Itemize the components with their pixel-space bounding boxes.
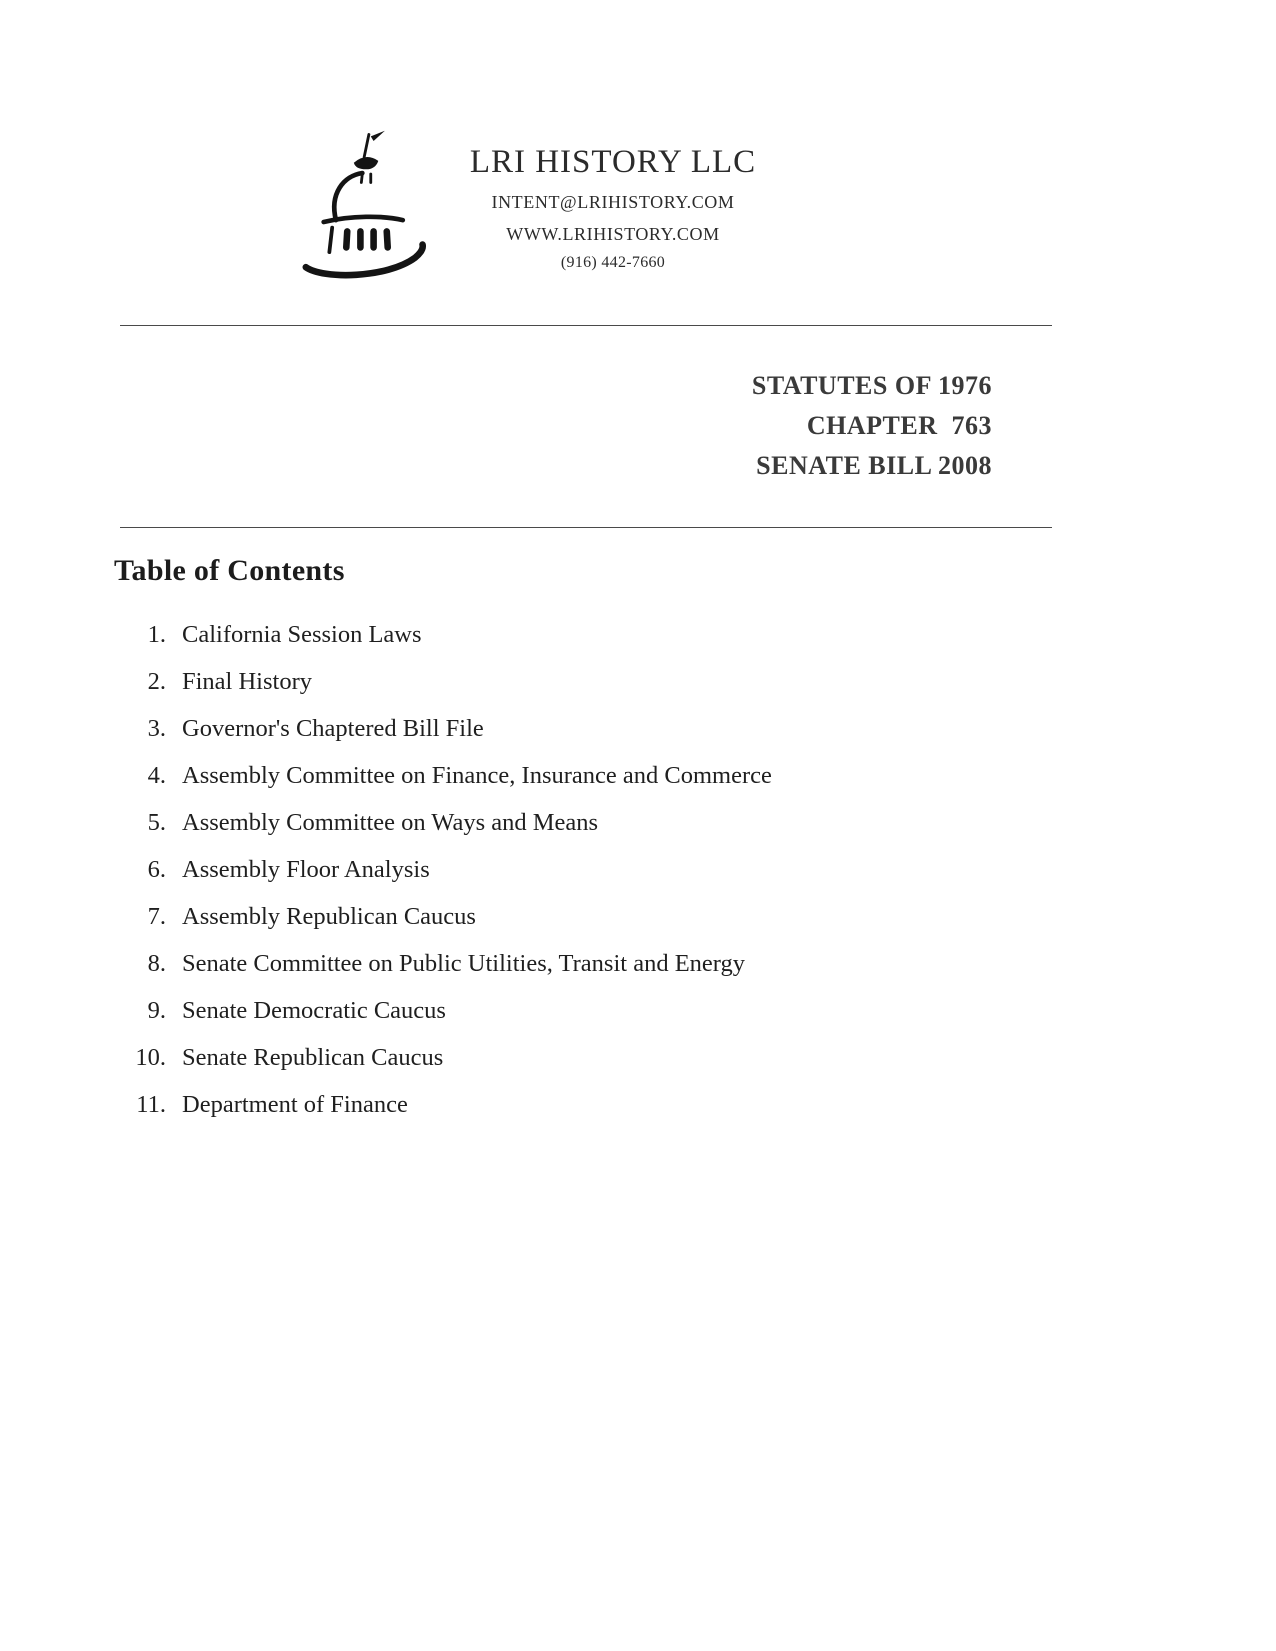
- capitol-building-icon: [293, 126, 441, 286]
- toc-item-number: 4.: [147, 762, 166, 789]
- toc-list: [0, 620, 772, 1137]
- toc-item-label: Senate Democratic Caucus: [182, 997, 446, 1024]
- divider-top: [120, 325, 1052, 326]
- company-email: INTENT@LRIHISTORY.COM: [491, 192, 735, 212]
- statute-reference: [752, 366, 992, 486]
- toc-item: [0, 761, 772, 808]
- company-name: LRI HISTORY LLC: [469, 144, 757, 180]
- toc-item: [0, 902, 772, 949]
- toc-item-label: Assembly Floor Analysis: [182, 856, 430, 883]
- toc-item-label: Assembly Committee on Finance, Insurance and Commerce: [182, 762, 772, 789]
- toc-item: [0, 620, 772, 667]
- toc-item: [0, 949, 772, 996]
- toc-item-label: Assembly Republican Caucus: [182, 903, 476, 930]
- toc-item: [0, 714, 772, 761]
- toc-item: [0, 667, 772, 714]
- toc-item-number: 3.: [147, 715, 166, 742]
- toc-item-label: Department of Finance: [182, 1091, 408, 1118]
- toc-item: [0, 808, 772, 855]
- toc-item-label: California Session Laws: [182, 621, 422, 648]
- toc-item-number: 11.: [136, 1091, 166, 1118]
- toc-title: Table of Contents: [114, 554, 345, 587]
- toc-item-label: Final History: [182, 668, 312, 695]
- toc-item-number: 6.: [147, 856, 166, 883]
- toc-item: [0, 1090, 772, 1137]
- toc-item-label: Senate Committee on Public Utilities, Transit and Energy: [182, 950, 746, 977]
- toc-item-label: Governor's Chaptered Bill File: [182, 715, 484, 742]
- company-website: WWW.LRIHISTORY.COM: [506, 224, 720, 244]
- toc-item-number: 9.: [147, 997, 166, 1024]
- toc-item-number: 8.: [147, 950, 166, 977]
- letterhead-text: [463, 144, 763, 272]
- statute-bill: SENATE BILL 2008: [756, 451, 992, 480]
- toc-item-number: 5.: [147, 809, 166, 836]
- toc-item-number: 1.: [147, 621, 166, 648]
- company-phone: (916) 442-7660: [560, 254, 666, 271]
- toc-item-number: 10.: [135, 1044, 166, 1071]
- toc-item: [0, 855, 772, 902]
- toc-item: [0, 996, 772, 1043]
- toc-item-label: Assembly Committee on Ways and Means: [182, 809, 599, 836]
- toc-item: [0, 1043, 772, 1090]
- toc-item-label: Senate Republican Caucus: [182, 1044, 444, 1071]
- letterhead: [293, 126, 763, 286]
- statute-year: STATUTES OF 1976: [751, 371, 992, 400]
- divider-bottom: [120, 527, 1052, 528]
- toc-item-number: 2.: [147, 668, 166, 695]
- statute-chapter: CHAPTER 763: [806, 411, 992, 440]
- toc-item-number: 7.: [147, 903, 166, 930]
